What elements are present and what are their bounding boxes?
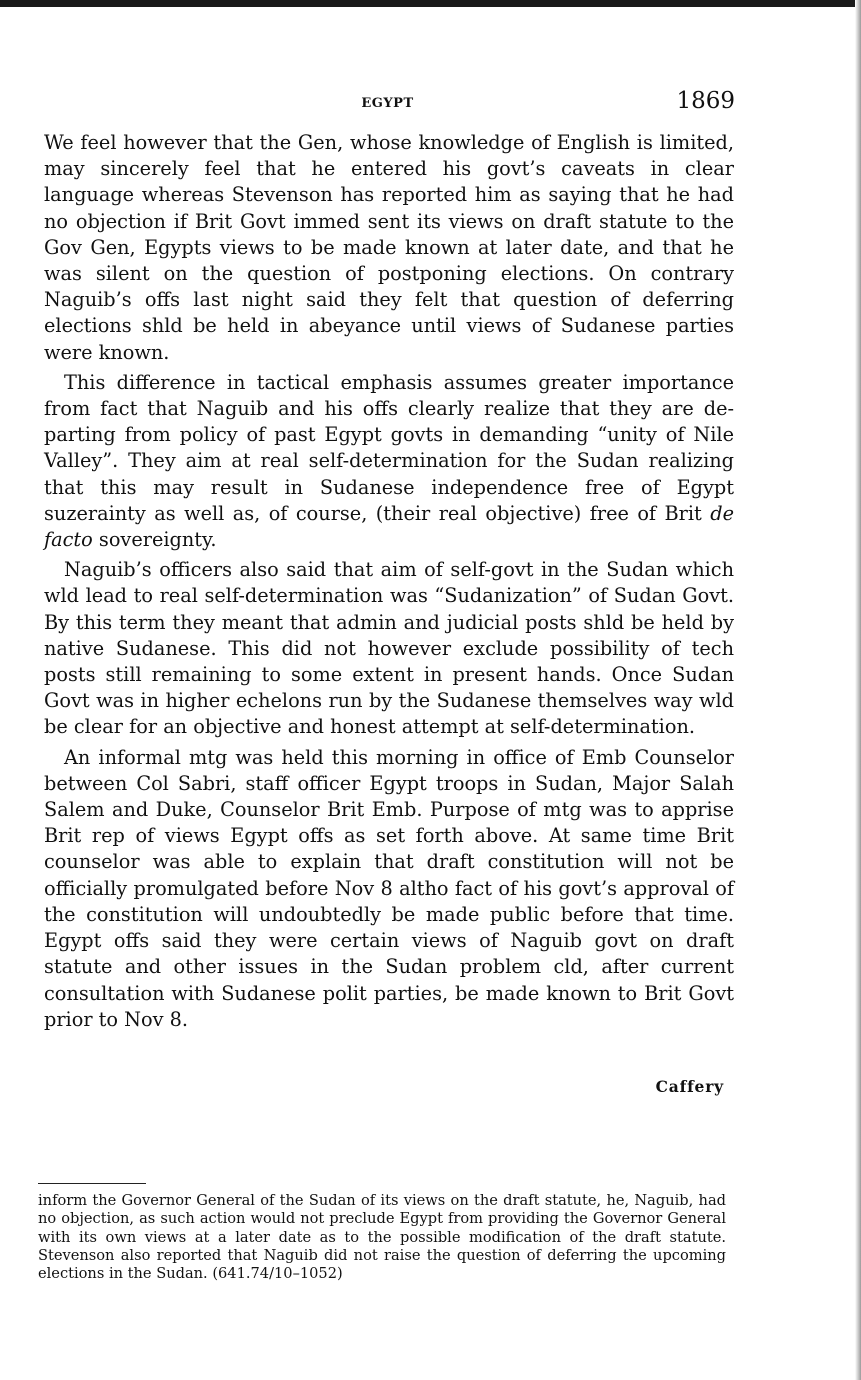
paragraph-2-text-after: sovereignty. [92, 528, 217, 552]
page-top-edge [0, 0, 861, 7]
section-title: EGYPT [361, 96, 414, 111]
footnote-rule [38, 1183, 146, 1184]
page-right-edge [855, 0, 861, 1380]
paragraph-1: We feel however that the Gen, whose knowledge of English is limited, may sincerely feel that he entered his govt’s caveats in clear language whereas Stevenson has reported him as saying that he had no objection if Brit Govt immed sent its views on draft statute to the Gov Gen, Egypts views to be made known at later date, and that he was silent on the question of postponing elections. On contrary Naguib’s offs last night said they felt that question of deferring elections shld be held in abeyance until views of Sudanese parties were known. [44, 131, 734, 364]
paragraph-4: An informal mtg was held this morning in office of Emb Counselor between Col Sabri, staff officer Egypt troops in Sudan, Major Salah Salem and Duke, Counselor Brit Emb. Purpose of mtg was to apprise Brit rep of views Egypt offs as set forth above. At same time Brit counselor was able to explain that draft constitution will not be officially promulgated before Nov 8 altho fact of his govt’s approval of the constitution will undoubtedly be made public before that time. Egypt offs said they were certain views of Naguib govt on draft statute and other issues in the Sudan problem cld, after current consultation with Sudanese polit parties, be made known to Brit Govt prior to Nov 8. [44, 745, 734, 1031]
running-head [40, 88, 735, 122]
paragraph-3: Naguib’s officers also said that aim of self-govt in the Sudan which wld lead to real self-determination was “Sudanization” of Sudan Govt. By this term they meant that admin and judicial posts shld be held by native Sudanese. This did not however exclude possibility of tech posts still remaining to some extent in present hands. Once Sudan Govt was in higher echelons run by the Sudanese themselves way wld be clear for an objective and honest attempt at self-determination. [44, 558, 734, 739]
paragraph-2-italic: de facto [44, 501, 734, 552]
paragraph-2 [44, 370, 734, 553]
page-number: 1869 [676, 88, 735, 114]
paragraph-2-text-before: This difference in tactical emphasis assumes greater importance from fact that Naguib and his offs clearly realize that they are departing from policy of past Egypt govts in demanding “unity of Nile Valley”. They aim at real self-determination for the Sudan realizing that this may result in Sudanese independence free of Egypt suzerainty as well as, of course, (their real objective) free of Brit [44, 370, 734, 525]
signature: Caffery [655, 1077, 724, 1096]
footnote: inform the Governor General of the Sudan of its views on the draft statute, he, Naguib, had no objection, as such action would not preclude Egypt from providing the Governor General with its own views at a later date as to the possible modification of the draft statute. Stevenson also reported that Naguib did not raise the question of deferring the upcoming elections in the Sudan. (641.74/10–1052) [38, 1192, 726, 1283]
body-text [44, 130, 734, 1037]
